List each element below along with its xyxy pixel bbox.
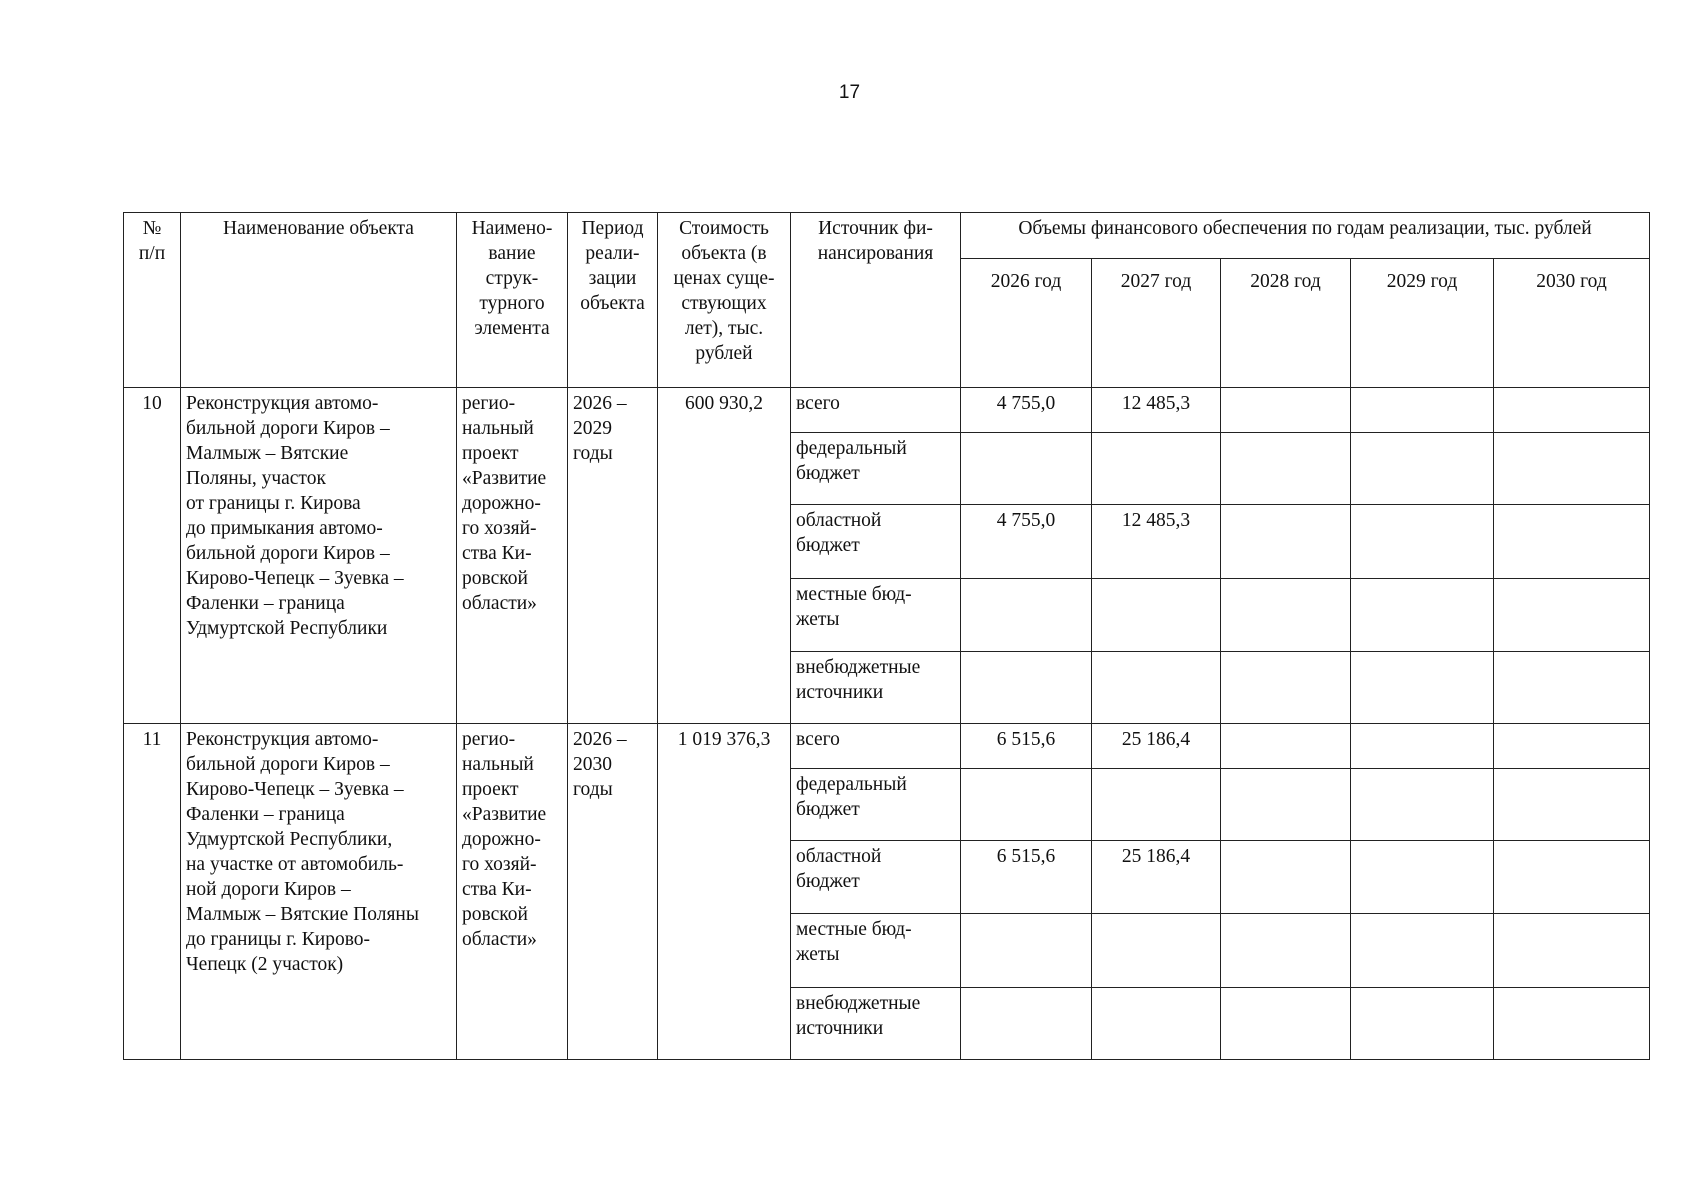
source-regional [791, 504, 961, 578]
value-text: 6 515,6 [996, 728, 1056, 750]
object-name [181, 388, 457, 724]
source-label: всего [796, 728, 840, 750]
value-cell [1221, 433, 1351, 505]
header-object-name: Наименование объекта [181, 213, 457, 388]
value-cell [1092, 840, 1221, 914]
value-text: 12 485,3 [1121, 393, 1191, 414]
value-cell [961, 723, 1092, 768]
source-label: областной бюджет [796, 845, 882, 892]
structural-element [457, 388, 568, 724]
value-text: 25 186,4 [1121, 728, 1191, 750]
source-label: местные бюд- жеты [796, 583, 912, 630]
source-label: местные бюд- жеты [796, 919, 912, 966]
value-cell [1221, 723, 1351, 768]
source-label: областной бюджет [796, 509, 882, 556]
source-total [791, 388, 961, 433]
header-num: № п/п [124, 213, 181, 388]
object-name-text: Реконструкция автомо- бильной дороги Киров – Малмыж – Вятские Поляны, участок от границы г. Кирова до примыкания автомо- бильной дороги Киров – Кирово-Чепецк – Зуевка – Фаленки – граница Удмуртской Республики [186, 393, 404, 639]
value-text: 4 755,0 [996, 509, 1056, 531]
financing-table [123, 212, 1650, 1060]
row-number-text: 11 [142, 728, 162, 750]
value-cell [1351, 652, 1494, 724]
row-number-text: 10 [142, 393, 162, 414]
value-cell [1494, 769, 1650, 841]
object-name [181, 723, 457, 1059]
value-cell [1351, 388, 1494, 433]
row-number [124, 723, 181, 1059]
value-text: 25 186,4 [1121, 845, 1191, 867]
value-cell [1351, 914, 1494, 988]
value-cell [961, 388, 1092, 433]
value-cell [1221, 769, 1351, 841]
value-cell [1092, 504, 1221, 578]
value-cell [961, 652, 1092, 724]
object-cost-text: 600 930,2 [685, 393, 763, 414]
value-cell [1351, 988, 1494, 1060]
source-label: федеральный бюджет [796, 438, 907, 485]
structural-element-text: регио- нальный проект «Развитие дорожно- го хозяй- ства Ки- ровской области» [462, 728, 547, 950]
header-year-2027: 2027 год [1092, 259, 1221, 388]
value-cell [1494, 388, 1650, 433]
value-cell [1494, 914, 1650, 988]
value-cell [961, 769, 1092, 841]
value-cell [1092, 388, 1221, 433]
value-cell [1351, 433, 1494, 505]
object-cost-text: 1 019 376,3 [677, 728, 771, 750]
value-cell [1092, 723, 1221, 768]
source-local [791, 914, 961, 988]
value-cell [1221, 578, 1351, 652]
value-cell [1351, 840, 1494, 914]
value-cell [1494, 988, 1650, 1060]
structural-element [457, 723, 568, 1059]
header-element: Наимено- вание струк- турного элемента [457, 213, 568, 388]
implementation-period-text: 2026 – 2030 годы [573, 728, 627, 800]
structural-element-text: регио- нальный проект «Развитие дорожно- го хозяй- ства Ки- ровской области» [462, 393, 547, 614]
header-year-2030: 2030 год [1494, 259, 1650, 388]
implementation-period [568, 723, 658, 1059]
value-cell [1221, 840, 1351, 914]
table-body [124, 388, 1650, 1060]
header-cost: Стоимость объекта (в ценах суще- ствующих лет), тыс. рублей [658, 213, 791, 388]
value-cell [1494, 652, 1650, 724]
header-year-2029: 2029 год [1351, 259, 1494, 388]
value-cell [1092, 578, 1221, 652]
value-cell [1351, 578, 1494, 652]
header-year-2026: 2026 год [961, 259, 1092, 388]
value-text: 6 515,6 [996, 845, 1056, 867]
object-cost [658, 388, 791, 724]
header-year-2028: 2028 год [1221, 259, 1351, 388]
value-cell [1494, 723, 1650, 768]
table-row [124, 388, 1650, 433]
source-total [791, 723, 961, 768]
source-label: федеральный бюджет [796, 774, 907, 821]
value-text: 4 755,0 [996, 393, 1056, 414]
object-cost [658, 723, 791, 1059]
source-label: внебюджетные источники [796, 657, 921, 704]
value-cell [1221, 914, 1351, 988]
value-cell [1494, 433, 1650, 505]
value-cell [1092, 652, 1221, 724]
value-cell [1221, 988, 1351, 1060]
row-number [124, 388, 181, 724]
source-label: всего [796, 393, 840, 414]
value-cell [1221, 388, 1351, 433]
header-period: Период реали- зации объекта [568, 213, 658, 388]
implementation-period [568, 388, 658, 724]
value-cell [961, 504, 1092, 578]
implementation-period-text: 2026 – 2029 годы [573, 393, 627, 464]
value-cell [1494, 578, 1650, 652]
value-cell [1092, 914, 1221, 988]
value-cell [961, 840, 1092, 914]
page-number: 17 [838, 82, 861, 103]
value-cell [1351, 723, 1494, 768]
value-text: 12 485,3 [1121, 509, 1191, 531]
value-cell [1092, 769, 1221, 841]
source-extrabudget [791, 988, 961, 1060]
value-cell [1092, 988, 1221, 1060]
source-federal [791, 769, 961, 841]
value-cell [961, 914, 1092, 988]
value-cell [1221, 652, 1351, 724]
source-regional [791, 840, 961, 914]
header-source: Источник фи- нансирования [791, 213, 961, 388]
value-cell [1351, 769, 1494, 841]
source-local [791, 578, 961, 652]
object-name-text: Реконструкция автомо- бильной дороги Киров – Кирово-Чепецк – Зуевка – Фаленки – граница Удмуртской Республики, на участке от автомобиль- ной дороги Киров – Малмыж – Вятские Поляны до границы г. Кирово- Чепецк (2 участок) [186, 728, 419, 975]
table-row [124, 723, 1650, 768]
source-label: внебюджетные источники [796, 993, 921, 1040]
value-cell [1092, 433, 1221, 505]
value-cell [1221, 504, 1351, 578]
value-cell [961, 578, 1092, 652]
value-cell [961, 988, 1092, 1060]
value-cell [1351, 504, 1494, 578]
header-volumes: Объемы финансового обеспечения по годам реализации, тыс. рублей [961, 213, 1650, 259]
value-cell [1494, 504, 1650, 578]
source-federal [791, 433, 961, 505]
value-cell [961, 433, 1092, 505]
value-cell [1494, 840, 1650, 914]
source-extrabudget [791, 652, 961, 724]
